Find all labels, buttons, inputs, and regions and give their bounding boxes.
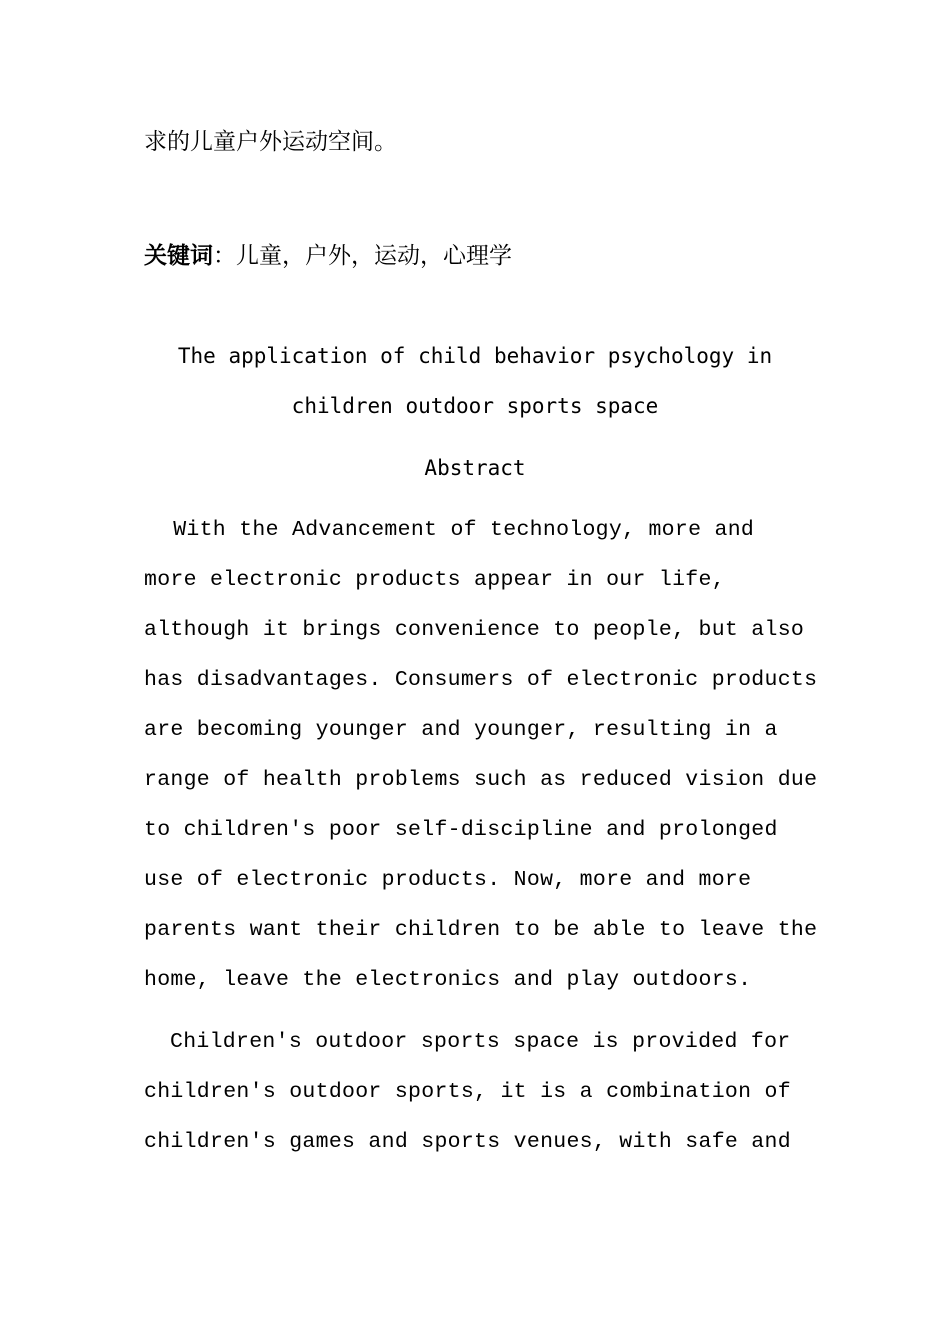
english-title-line-1: The application of child behavior psychology in — [177, 344, 773, 368]
paragraph-line: although it brings convenience to people, but also — [144, 618, 805, 642]
paragraph-line: has disadvantages. Consumers of electronic products — [144, 668, 818, 692]
paragraph-line: children's games and sports venues, with safe and — [144, 1130, 791, 1154]
paragraph-line: children's outdoor sports, it is a combination of — [144, 1080, 791, 1104]
paragraph-line: Children's outdoor sports space is provided for — [170, 1030, 791, 1054]
paragraph-line: parents want their children to be able to leave the — [144, 918, 818, 942]
paragraph-line: more electronic products appear in our life, — [144, 568, 725, 592]
abstract-heading: Abstract — [424, 456, 526, 480]
keywords-values: 儿童，户外，运动，心理学 — [236, 243, 512, 269]
paragraph-line: are becoming younger and younger, resulting in a — [144, 718, 778, 742]
paragraph-line: to children's poor self-discipline and prolonged — [144, 818, 778, 842]
keywords-label: 关键词 — [144, 243, 213, 269]
paragraph-line: With the Advancement of technology, more and — [160, 518, 755, 542]
english-title-line-2: children outdoor sports space — [291, 394, 659, 418]
keywords-line — [144, 241, 512, 271]
keywords-separator: ： — [213, 243, 236, 269]
chinese-abstract-end-line: 求的儿童户外运动空间。 — [144, 129, 397, 155]
paragraph-line: use of electronic products. Now, more and more — [144, 868, 752, 892]
paragraph-line: range of health problems such as reduced vision due — [144, 768, 818, 792]
paragraph-line: home, leave the electronics and play outdoors. — [144, 968, 752, 992]
